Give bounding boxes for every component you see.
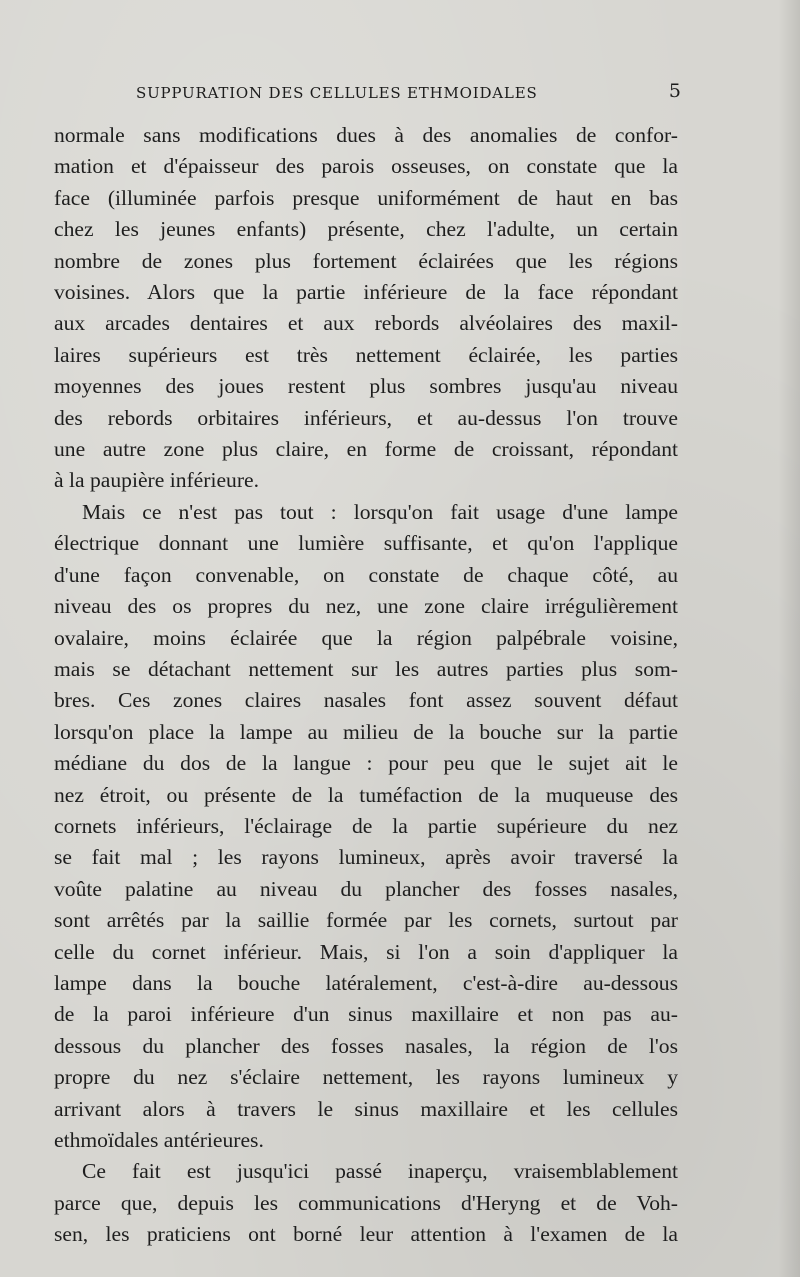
- text-line: sen, les praticiens ont borné leur attention à l'examen de la: [54, 1222, 678, 1247]
- text-line: d'une façon convenable, on constate de chaque côté, au: [54, 562, 678, 587]
- text-line: voisines. Alors que la partie inférieure de la face répondant: [54, 280, 678, 305]
- text-line: face (illuminée parfois presque uniformément de haut en bas: [54, 185, 678, 210]
- text-line: Ce fait est jusqu'ici passé inaperçu, vraisemblablement: [82, 1159, 678, 1184]
- text-line: de la paroi inférieure d'un sinus maxillaire et non pas au-: [54, 1002, 678, 1027]
- text-line: ovalaire, moins éclairée que la région palpébrale voisine,: [54, 625, 678, 650]
- text-line: nombre de zones plus fortement éclairées que les régions: [54, 248, 678, 273]
- text-line: normale sans modifications dues à des anomalies de confor-: [54, 123, 678, 147]
- text-line: médiane du dos de la langue : pour peu que le sujet ait le: [54, 751, 678, 776]
- text-line: aux arcades dentaires et aux rebords alvéolaires des maxil-: [54, 311, 678, 336]
- text-line: mation et d'épaisseur des parois osseuses, on constate que la: [54, 154, 678, 179]
- paragraph-3: [54, 1156, 678, 1250]
- text-line: propre du nez s'éclaire nettement, les rayons lumineux y: [54, 1065, 678, 1090]
- page-number: 5: [668, 80, 681, 102]
- text-line: des rebords orbitaires inférieurs, et au-dessus l'on trouve: [54, 405, 678, 430]
- text-line: une autre zone plus claire, en forme de croissant, répondant: [54, 437, 678, 462]
- text-line: ethmoïdales antérieures.: [54, 1128, 264, 1152]
- text-line: lampe dans la bouche latéralement, c'est-à-dire au-dessous: [54, 970, 678, 995]
- text-line: parce que, depuis les communications d'Heryng et de Voh-: [54, 1190, 678, 1215]
- text-line: sont arrêtés par la saillie formée par les cornets, surtout par: [54, 908, 678, 933]
- page-header: [136, 80, 681, 110]
- body-text: [54, 120, 678, 1251]
- text-line: cornets inférieurs, l'éclairage de la partie supérieure du nez: [54, 813, 678, 838]
- text-line: électrique donnant une lumière suffisante, et qu'on l'applique: [54, 531, 678, 556]
- text-line: à la paupière inférieure.: [54, 468, 260, 493]
- text-line: niveau des os propres du nez, une zone claire irrégulièrement: [54, 594, 678, 619]
- text-line: mais se détachant nettement sur les autres parties plus som-: [54, 656, 678, 681]
- text-line: chez les jeunes enfants) présente, chez l'adulte, un certain: [54, 217, 678, 242]
- text-line: Mais ce n'est pas tout : lorsqu'on fait usage d'une lampe: [82, 499, 678, 524]
- paragraph-2: [54, 497, 678, 1157]
- page-edge-shadow: [778, 0, 800, 1277]
- text-line: nez étroit, ou présente de la tuméfaction de la muqueuse des: [54, 782, 678, 807]
- text-line: bres. Ces zones claires nasales font assez souvent défaut: [54, 688, 678, 713]
- text-line: moyennes des joues restent plus sombres jusqu'au niveau: [54, 374, 678, 399]
- text-line: celle du cornet inférieur. Mais, si l'on a soin d'appliquer la: [54, 939, 678, 964]
- text-line: se fait mal ; les rayons lumineux, après avoir traversé la: [54, 845, 678, 870]
- text-line: arrivant alors à travers le sinus maxillaire et les cellules: [54, 1096, 678, 1121]
- text-line: laires supérieurs est très nettement éclairée, les parties: [54, 342, 678, 367]
- text-line: dessous du plancher des fosses nasales, la région de l'os: [54, 1033, 678, 1058]
- text-line: lorsqu'on place la lampe au milieu de la bouche sur la partie: [54, 719, 678, 744]
- running-title: SUPPURATION DES CELLULES ETHMOIDALES: [136, 84, 538, 102]
- paragraph-1: [54, 120, 678, 497]
- text-line: voûte palatine au niveau du plancher des fosses nasales,: [54, 876, 678, 901]
